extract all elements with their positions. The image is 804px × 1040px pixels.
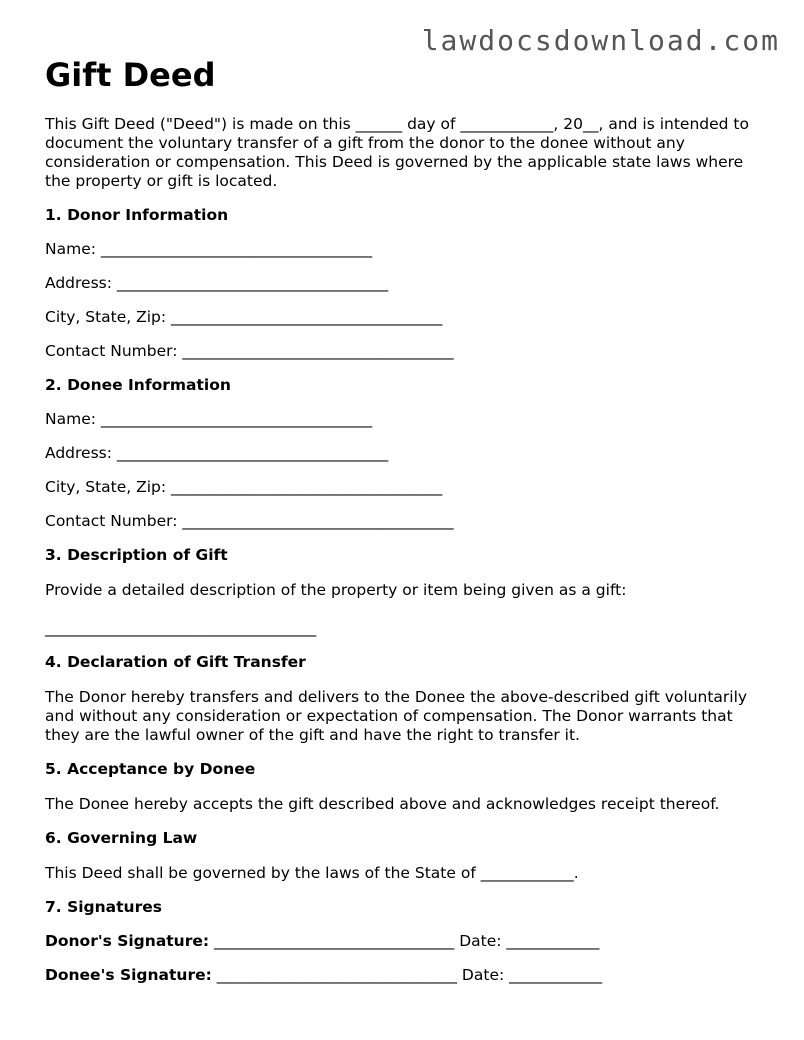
donee-signature-line: _______________________________ Date: ____________ — [216, 966, 603, 984]
donee-contact-field: Contact Number: ___________________________________ — [45, 512, 454, 530]
description-blank: ___________________________________ — [45, 619, 317, 637]
donee-signature-label: Donee's Signature: — [45, 966, 212, 984]
law-heading: 6. Governing Law — [45, 829, 198, 847]
declaration-heading: 4. Declaration of Gift Transfer — [45, 653, 306, 671]
donor-signature-label: Donor's Signature: — [45, 932, 210, 950]
donee-signature-row — [45, 966, 765, 985]
donee-heading: 2. Donee Information — [45, 376, 231, 394]
signatures-heading: 7. Signatures — [45, 898, 162, 916]
description-heading: 3. Description of Gift — [45, 546, 228, 564]
donor-heading: 1. Donor Information — [45, 206, 229, 224]
donee-address-field: Address: ___________________________________ — [45, 444, 389, 462]
acceptance-heading: 5. Acceptance by Donee — [45, 760, 256, 778]
declaration-text: The Donor hereby transfers and delivers to the Donee the above-described gift voluntarily and without any consideration or expectation of compensation. The Donor warrants that they are the lawful owner of the gift and have the right to transfer it. — [45, 688, 748, 744]
donee-name-field: Name: ___________________________________ — [45, 410, 373, 428]
acceptance-text: The Donee hereby accepts the gift described above and acknowledges receipt thereof. — [45, 795, 720, 813]
donor-signature-line: _______________________________ Date: ____________ — [214, 932, 600, 950]
donor-signature-row — [45, 932, 765, 951]
donor-contact-field: Contact Number: ___________________________________ — [45, 342, 454, 360]
intro-paragraph: This Gift Deed ("Deed") is made on this ______ day of ____________, 20__, and is intended to document the voluntary transfer of a gift from the donor to the donee without any consideration or compensation. This Deed is governed by the applicable state laws where the property or gift is located. — [45, 115, 749, 190]
document-page — [45, 55, 765, 985]
law-text: This Deed shall be governed by the laws of the State of ____________. — [45, 864, 579, 882]
description-text: Provide a detailed description of the property or item being given as a gift: — [45, 581, 627, 599]
donor-city-field: City, State, Zip: ___________________________________ — [45, 308, 443, 326]
document-title: Gift Deed — [45, 56, 216, 94]
donor-name-field: Name: ___________________________________ — [45, 240, 373, 258]
watermark: lawdocsdownload.com — [421, 24, 780, 57]
donee-city-field: City, State, Zip: ___________________________________ — [45, 478, 443, 496]
donor-address-field: Address: ___________________________________ — [45, 274, 389, 292]
